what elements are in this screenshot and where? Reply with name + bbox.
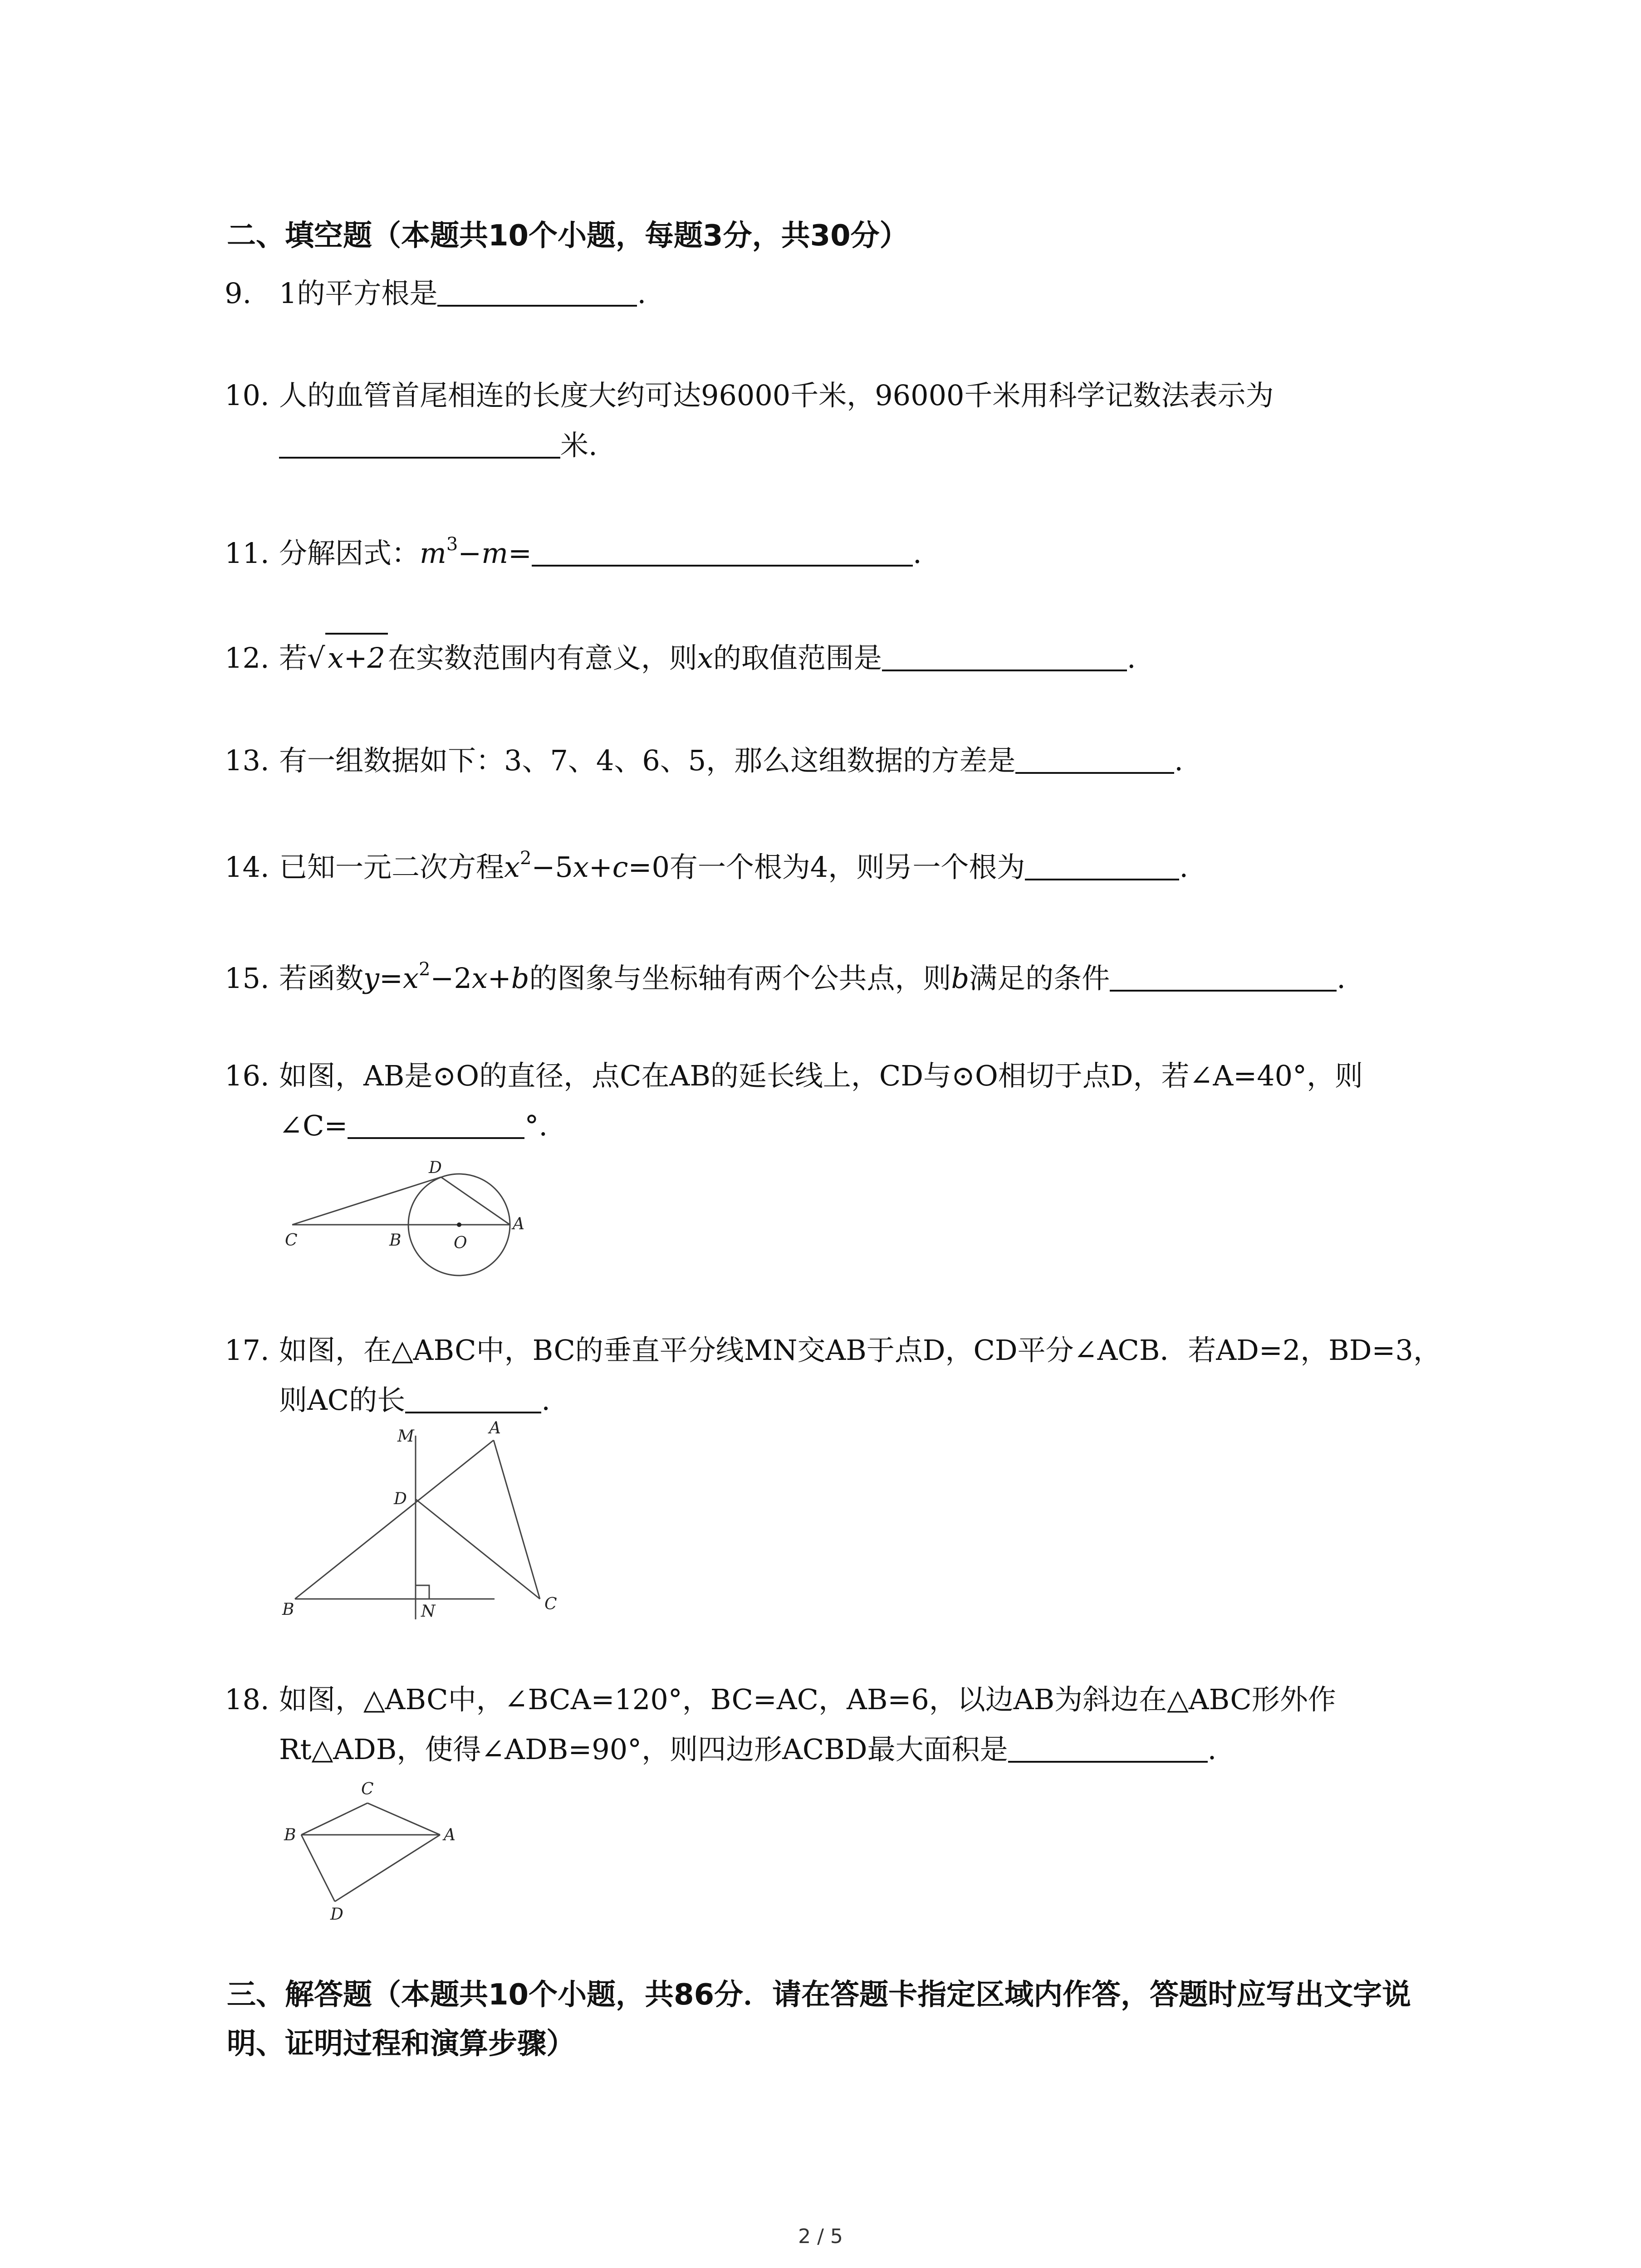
question-text: 满足的条件 bbox=[969, 962, 1110, 995]
answer-blank[interactable] bbox=[405, 1380, 541, 1413]
question-number: 10. bbox=[225, 379, 269, 412]
label-d: D bbox=[429, 1158, 442, 1177]
answer-blank[interactable] bbox=[279, 425, 560, 459]
section3-heading-line2: 明、证明过程和演算步骤） bbox=[227, 2027, 575, 2061]
question-text: 若函数 bbox=[279, 962, 364, 995]
question-number: 11. bbox=[225, 537, 269, 570]
equals: = bbox=[379, 962, 403, 995]
question-number: 14. bbox=[225, 850, 269, 884]
question-17-line2 bbox=[279, 1377, 550, 1424]
question-9 bbox=[225, 270, 646, 317]
question-16 bbox=[225, 1052, 1363, 1100]
question-10 bbox=[225, 372, 1274, 419]
question-text: =0有一个根为4，则另一个根为 bbox=[628, 850, 1025, 884]
var-m: m bbox=[420, 537, 446, 570]
label-b: B bbox=[284, 1826, 296, 1844]
label-d: D bbox=[330, 1905, 343, 1924]
answer-blank[interactable] bbox=[1110, 958, 1337, 992]
question-17 bbox=[225, 1327, 1441, 1374]
equals: = bbox=[508, 537, 532, 570]
right-angle-mark bbox=[416, 1585, 429, 1599]
question-11 bbox=[225, 530, 922, 577]
chord-da bbox=[441, 1177, 510, 1225]
question-text: 的图象与坐标轴有两个公共点，则 bbox=[529, 962, 951, 995]
var-b: b bbox=[511, 962, 529, 995]
figure-quadrilateral-acbd bbox=[272, 1769, 481, 1932]
plus: + bbox=[487, 962, 511, 995]
minus: − bbox=[458, 537, 482, 570]
answer-blank[interactable] bbox=[532, 533, 913, 567]
answer-blank[interactable] bbox=[882, 638, 1127, 671]
answer-blank[interactable] bbox=[348, 1105, 524, 1139]
answer-blank[interactable] bbox=[437, 273, 637, 307]
side-ca bbox=[367, 1803, 440, 1835]
segment-dc bbox=[416, 1499, 540, 1599]
question-number: 17. bbox=[225, 1334, 269, 1367]
answer-blank[interactable] bbox=[1008, 1729, 1208, 1763]
question-13 bbox=[225, 737, 1183, 784]
question-number: 13. bbox=[225, 744, 269, 777]
plus: + bbox=[588, 850, 612, 884]
question-number: 16. bbox=[225, 1059, 269, 1092]
question-18 bbox=[225, 1676, 1336, 1723]
question-text: 如图，△ABC中，∠BCA=120°，BC=AC，AB=6，以边AB为斜边在△ABC形外作 bbox=[279, 1683, 1336, 1716]
var-c: c bbox=[612, 850, 628, 884]
side-ba bbox=[295, 1440, 494, 1599]
label-c: C bbox=[544, 1595, 557, 1613]
question-end: . bbox=[1174, 744, 1183, 777]
answer-blank[interactable] bbox=[1025, 847, 1179, 880]
figure-perpendicular-bisector bbox=[272, 1420, 572, 1624]
question-end: . bbox=[637, 277, 647, 310]
coefficient: −2 bbox=[430, 962, 472, 995]
label-b: B bbox=[389, 1231, 402, 1250]
label-d: D bbox=[394, 1490, 407, 1508]
center-point bbox=[457, 1222, 461, 1227]
question-text: 分解因式： bbox=[279, 537, 420, 570]
square-root bbox=[307, 633, 388, 682]
question-text: Rt△ADB，使得∠ADB=90°，则四边形ACBD最大面积是 bbox=[279, 1733, 1008, 1766]
question-end: . bbox=[1337, 962, 1346, 995]
question-number: 18. bbox=[225, 1683, 269, 1716]
label-a: A bbox=[444, 1826, 456, 1844]
var-x: x bbox=[471, 962, 488, 995]
figure-circle-tangent bbox=[272, 1143, 554, 1284]
section2-heading: 二、填空题（本题共10个小题，每题3分，共30分） bbox=[227, 219, 909, 253]
question-text: 在实数范围内有意义，则 bbox=[387, 641, 697, 675]
side-bd bbox=[301, 1835, 335, 1901]
section3-heading-line1: 三、解答题（本题共10个小题，共86分．请在答题卡指定区域内作答，答题时应写出文字说 bbox=[227, 1978, 1411, 2012]
question-16-line2 bbox=[279, 1102, 548, 1149]
label-o: O bbox=[454, 1234, 467, 1252]
exponent: 2 bbox=[519, 848, 532, 869]
side-da bbox=[335, 1835, 440, 1901]
question-end: °. bbox=[524, 1109, 548, 1142]
question-18-line2 bbox=[279, 1726, 1216, 1773]
side-bc bbox=[301, 1803, 367, 1835]
page-number: 2 / 5 bbox=[798, 2225, 843, 2248]
label-c: C bbox=[361, 1780, 374, 1799]
question-text: 的取值范围是 bbox=[713, 641, 882, 675]
answer-blank[interactable] bbox=[1015, 740, 1174, 774]
tangent-cd bbox=[292, 1177, 441, 1225]
radicand: x+2 bbox=[325, 633, 388, 682]
var-y: y bbox=[363, 962, 380, 995]
var-x: x bbox=[403, 962, 419, 995]
question-number: 12. bbox=[225, 641, 269, 675]
label-c: C bbox=[285, 1231, 298, 1250]
question-text: 1的平方根是 bbox=[279, 277, 438, 310]
question-end: . bbox=[541, 1383, 550, 1417]
question-12 bbox=[225, 633, 1136, 682]
label-n: N bbox=[421, 1602, 436, 1621]
label-a: A bbox=[513, 1215, 524, 1233]
var-b: b bbox=[951, 962, 970, 995]
label-m: M bbox=[397, 1427, 414, 1446]
label-a: A bbox=[489, 1419, 501, 1437]
question-text: 如图，在△ABC中，BC的垂直平分线MN交AB于点D，CD平分∠ACB．若AD=2，BD=3， bbox=[279, 1334, 1441, 1367]
question-10-line2 bbox=[279, 422, 598, 469]
question-end: . bbox=[1207, 1733, 1217, 1766]
coefficient: −5 bbox=[531, 850, 573, 884]
question-end: . bbox=[1179, 850, 1189, 884]
question-14 bbox=[225, 844, 1188, 891]
question-end: . bbox=[912, 537, 922, 570]
exponent: 3 bbox=[446, 534, 458, 555]
question-15 bbox=[225, 955, 1346, 1002]
side-ac bbox=[494, 1440, 540, 1599]
var-x: x bbox=[573, 850, 589, 884]
question-end: . bbox=[1127, 641, 1136, 675]
question-number: 15. bbox=[225, 962, 269, 995]
question-text: 人的血管首尾相连的长度大约可达96000千米，96000千米用科学记数法表示为 bbox=[279, 379, 1274, 412]
question-text: 若 bbox=[279, 641, 308, 675]
var-x: x bbox=[697, 641, 713, 675]
question-end: 米. bbox=[560, 429, 598, 462]
question-text: 已知一元二次方程 bbox=[279, 850, 505, 884]
label-b: B bbox=[282, 1600, 294, 1619]
question-text: 有一组数据如下：3、7、4、6、5，那么这组数据的方差是 bbox=[279, 744, 1016, 777]
var-x: x bbox=[504, 850, 520, 884]
question-text: ∠C= bbox=[279, 1109, 348, 1142]
question-number: 9. bbox=[225, 277, 252, 310]
question-text: 则AC的长 bbox=[279, 1383, 406, 1417]
exponent: 2 bbox=[418, 959, 431, 980]
question-text: 如图，AB是⊙O的直径，点C在AB的延长线上，CD与⊙O相切于点D，若∠A=40°，则 bbox=[279, 1059, 1363, 1092]
var-m: m bbox=[481, 537, 509, 570]
radical-sign: √ bbox=[307, 641, 325, 675]
